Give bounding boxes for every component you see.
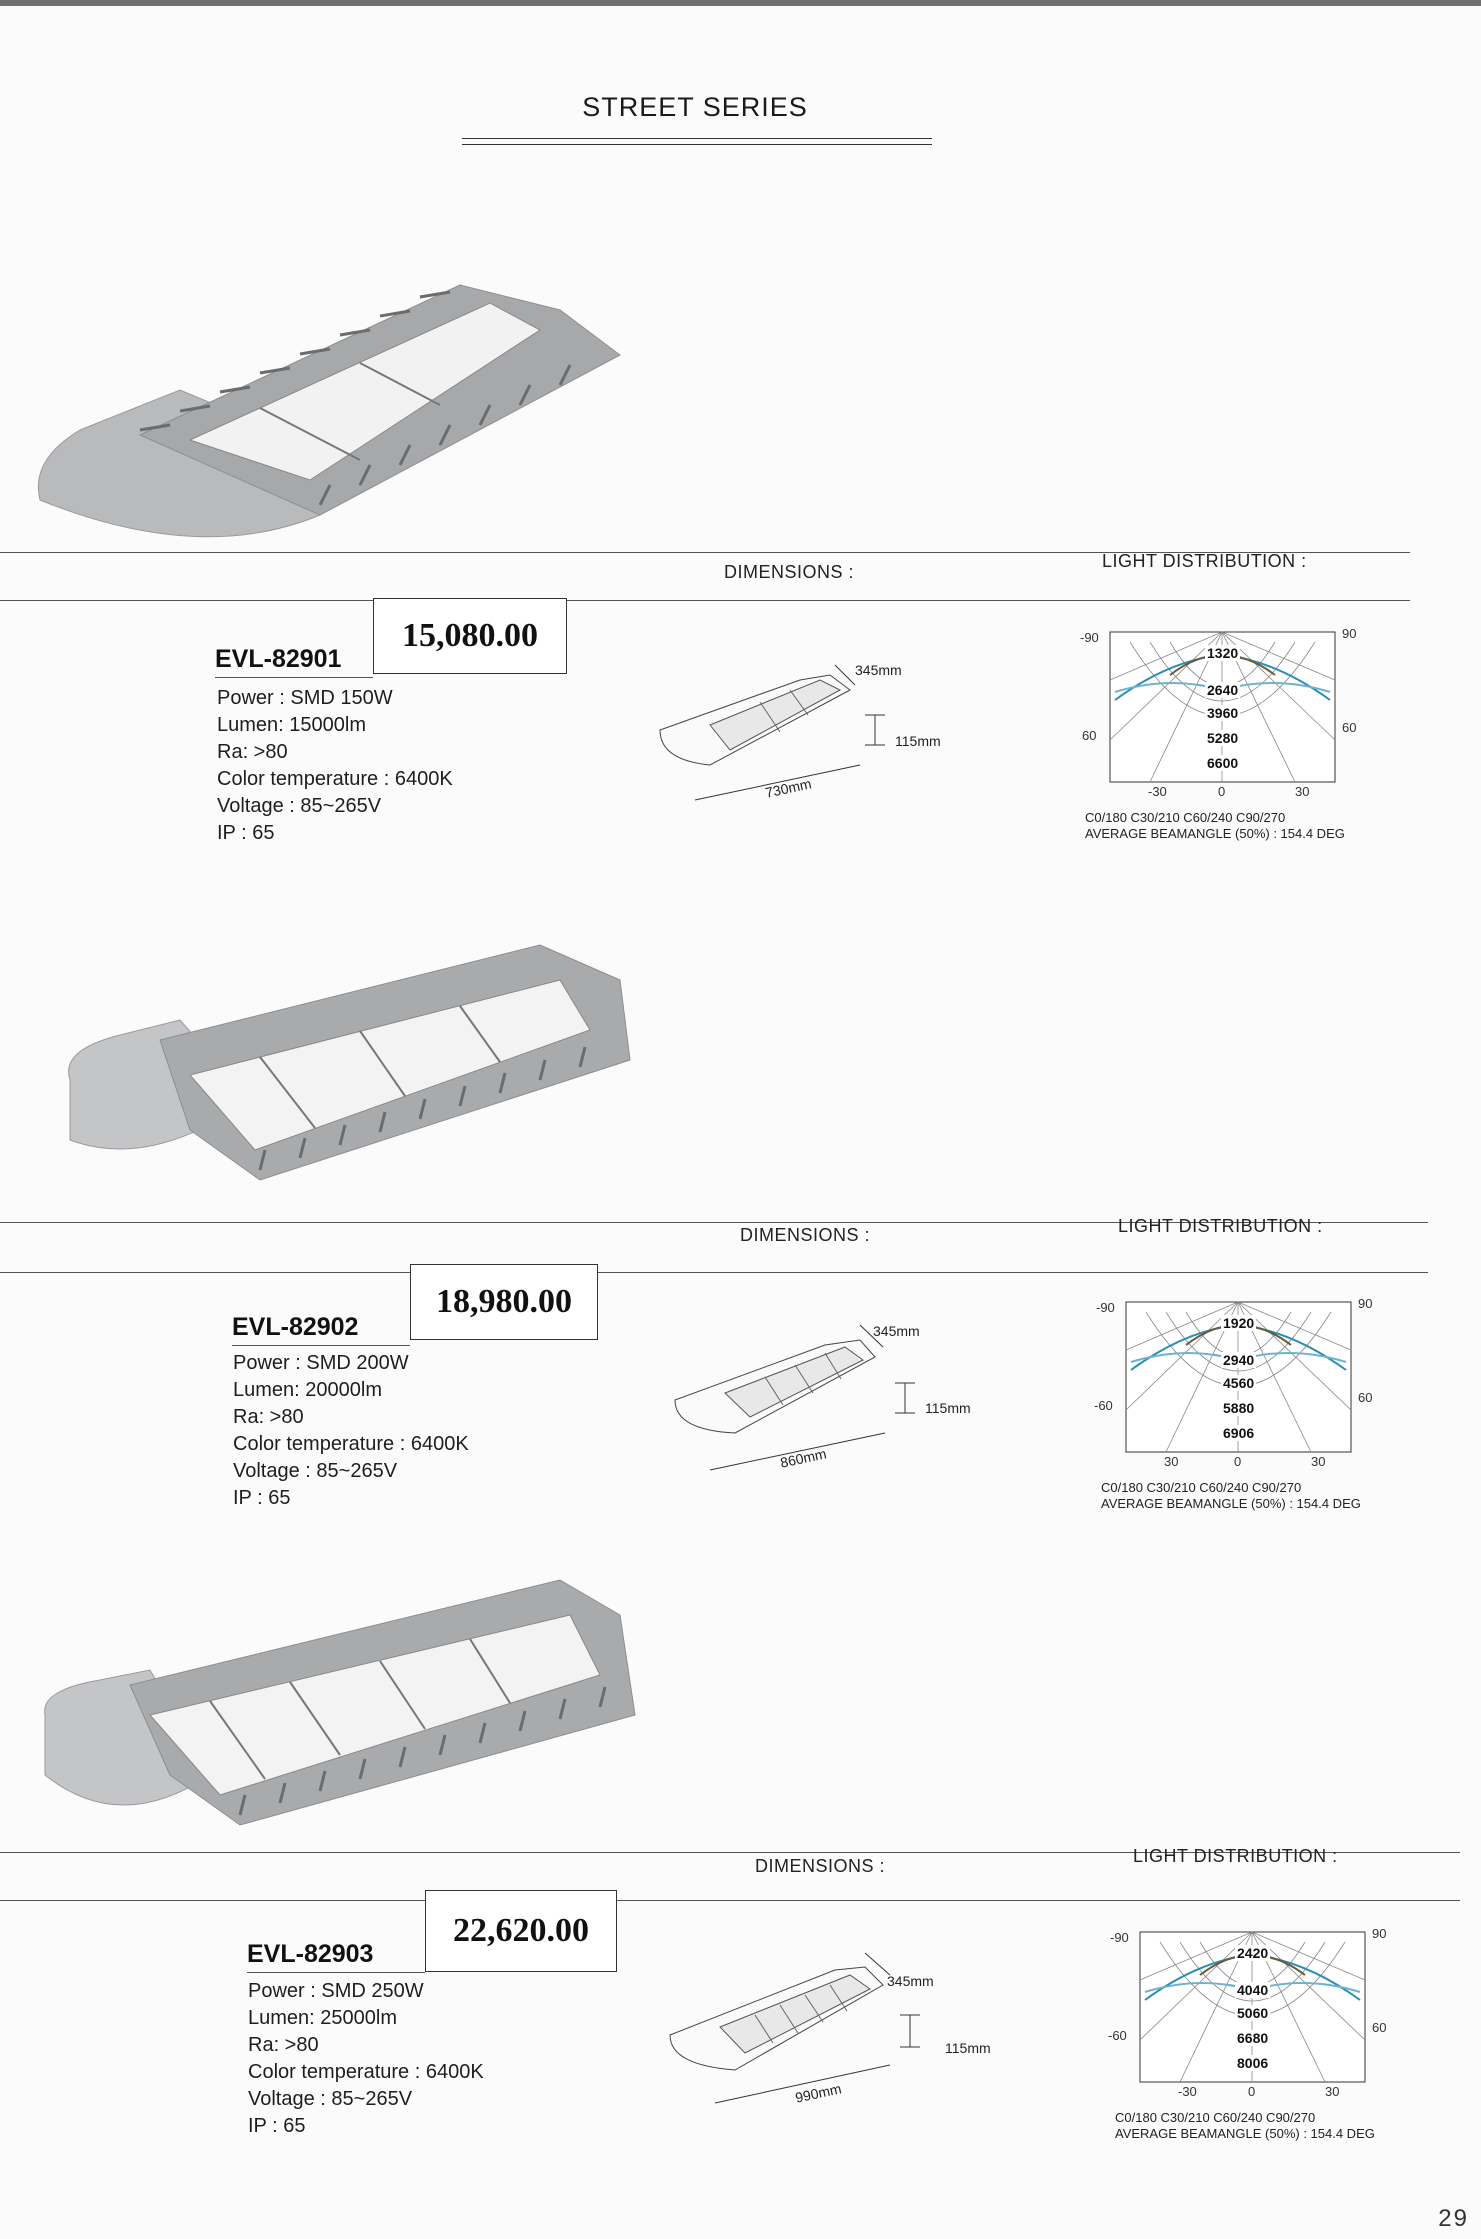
page-top-edge (0, 0, 1481, 6)
price-box: 18,980.00 (410, 1264, 598, 1340)
candela-ring-1: 1920 (1223, 1315, 1255, 1331)
axis-label-minus-90: -90 (1110, 1930, 1129, 1945)
axis-label-0: 0 (1234, 1454, 1242, 1469)
axis-label-60-right: 60 (1342, 720, 1357, 735)
dimension-height: 115mm (925, 1400, 971, 1416)
light-distribution-chart (1086, 1290, 1426, 1540)
price-box: 15,080.00 (373, 598, 567, 674)
axis-label-60-left: 60 (1082, 728, 1097, 743)
curve-legend: C0/180 C30/210 C60/240 C90/270 (1101, 1480, 1302, 1495)
axis-label-90: 90 (1358, 1296, 1373, 1311)
title-rule-bottom (462, 144, 932, 145)
spec-ra: Ra: >80 (217, 741, 288, 763)
axis-label-90: 90 (1372, 1926, 1387, 1941)
candela-ring-4: 5280 (1207, 730, 1239, 746)
spec-voltage: Voltage : 85~265V (233, 1460, 398, 1482)
section-rule (0, 1900, 1460, 1901)
light-distribution-label: LIGHT DISTRIBUTION : (1133, 1846, 1338, 1866)
candela-ring-3: 5060 (1237, 2005, 1269, 2021)
page-number: 29 (1438, 2205, 1469, 2232)
candela-ring-2: 4040 (1237, 1982, 1269, 1998)
spec-list (233, 1350, 469, 1512)
axis-label-60-right: 60 (1358, 1390, 1373, 1405)
candela-ring-1: 1320 (1207, 645, 1239, 661)
curve-legend: C0/180 C30/210 C60/240 C90/270 (1115, 2110, 1316, 2125)
spec-lumen: Lumen: 15000lm (217, 714, 366, 736)
dimension-height: 115mm (945, 2040, 991, 2056)
spec-ip: IP : 65 (248, 2115, 306, 2137)
axis-label-minus-60: -60 (1094, 1398, 1113, 1413)
dimension-drawing (650, 650, 980, 810)
section-rule (0, 600, 1410, 601)
spec-color-temperature: Color temperature : 6400K (248, 2061, 484, 2083)
light-distribution-chart (1100, 1920, 1440, 2170)
dimension-drawing (665, 1945, 995, 2105)
dimensions-label: DIMENSIONS : (740, 1225, 871, 1245)
axis-label-90: 90 (1342, 626, 1357, 641)
street-light-product-image (60, 940, 640, 1210)
spec-voltage: Voltage : 85~265V (248, 2088, 413, 2110)
model-number: EVL-82901 (215, 645, 342, 673)
axis-label-minus-90: -90 (1080, 630, 1099, 645)
dimension-length: 860mm (778, 1445, 828, 1471)
section-rule (0, 1272, 1428, 1273)
street-light-product-image (20, 265, 640, 565)
axis-label-60-right: 60 (1372, 2020, 1387, 2035)
light-distribution-label: LIGHT DISTRIBUTION : (1102, 551, 1307, 571)
axis-label-30: 30 (1311, 1454, 1326, 1469)
model-number: EVL-82902 (232, 1313, 359, 1341)
spec-lumen: Lumen: 20000lm (233, 1379, 382, 1401)
spec-list (217, 685, 453, 847)
axis-label-minus-30: -30 (1148, 784, 1167, 799)
dimensions-label: DIMENSIONS : (724, 562, 855, 582)
title-rule-top (462, 138, 932, 139)
beam-angle: AVERAGE BEAMANGLE (50%) : 154.4 DEG (1115, 2126, 1375, 2141)
spec-ra: Ra: >80 (233, 1406, 304, 1428)
dimension-sketch (650, 650, 980, 810)
axis-label-0: 0 (1218, 784, 1226, 799)
page-title: STREET SERIES (582, 92, 808, 122)
dimension-width: 345mm (873, 1323, 920, 1339)
model-underline (232, 1345, 410, 1346)
candela-ring-1: 2420 (1237, 1945, 1269, 1961)
spec-list (248, 1978, 484, 2140)
price-box: 22,620.00 (425, 1890, 617, 1972)
axis-label-minus-60: -60 (1108, 2028, 1127, 2043)
candela-ring-4: 6680 (1237, 2030, 1269, 2046)
candela-ring-5: 6906 (1223, 1425, 1255, 1441)
axis-label-30-left: 30 (1164, 1454, 1179, 1469)
candela-ring-3: 3960 (1207, 705, 1239, 721)
model-underline (247, 1972, 425, 1973)
axis-label-minus-30: -30 (1178, 2084, 1197, 2099)
dimension-length: 990mm (793, 2080, 843, 2106)
spec-power: Power : SMD 250W (248, 1980, 424, 2002)
spec-power: Power : SMD 150W (217, 687, 393, 709)
street-light-product-image (40, 1575, 640, 1865)
candela-ring-4: 5880 (1223, 1400, 1255, 1416)
spec-ra: Ra: >80 (248, 2034, 319, 2056)
curve-legend: C0/180 C30/210 C60/240 C90/270 (1085, 810, 1286, 825)
dimensions-label: DIMENSIONS : (755, 1856, 886, 1876)
dimension-sketch (665, 1315, 995, 1475)
dimension-drawing (665, 1315, 995, 1475)
axis-label-minus-90: -90 (1096, 1300, 1115, 1315)
beam-angle: AVERAGE BEAMANGLE (50%) : 154.4 DEG (1085, 826, 1345, 841)
candela-ring-5: 6600 (1207, 755, 1239, 771)
dimension-width: 345mm (887, 1973, 934, 1989)
dimension-height: 115mm (895, 733, 941, 749)
spec-ip: IP : 65 (233, 1487, 291, 1509)
dimension-length: 730mm (763, 775, 813, 801)
candela-ring-3: 4560 (1223, 1375, 1255, 1391)
axis-label-30: 30 (1295, 784, 1310, 799)
candela-ring-2: 2640 (1207, 682, 1239, 698)
spec-color-temperature: Color temperature : 6400K (233, 1433, 469, 1455)
light-distribution-label: LIGHT DISTRIBUTION : (1118, 1216, 1323, 1236)
spec-color-temperature: Color temperature : 6400K (217, 768, 453, 790)
spec-lumen: Lumen: 25000lm (248, 2007, 397, 2029)
spec-voltage: Voltage : 85~265V (217, 795, 382, 817)
candela-ring-5: 8006 (1237, 2055, 1269, 2071)
candela-ring-2: 2940 (1223, 1352, 1255, 1368)
spec-power: Power : SMD 200W (233, 1352, 409, 1374)
axis-label-30: 30 (1325, 2084, 1340, 2099)
beam-angle: AVERAGE BEAMANGLE (50%) : 154.4 DEG (1101, 1496, 1361, 1511)
axis-label-0: 0 (1248, 2084, 1256, 2099)
spec-ip: IP : 65 (217, 822, 275, 844)
dimension-sketch (665, 1945, 995, 2105)
light-distribution-chart (1070, 620, 1410, 870)
model-underline (215, 677, 373, 678)
dimension-width: 345mm (855, 662, 902, 678)
model-number: EVL-82903 (247, 1940, 374, 1968)
